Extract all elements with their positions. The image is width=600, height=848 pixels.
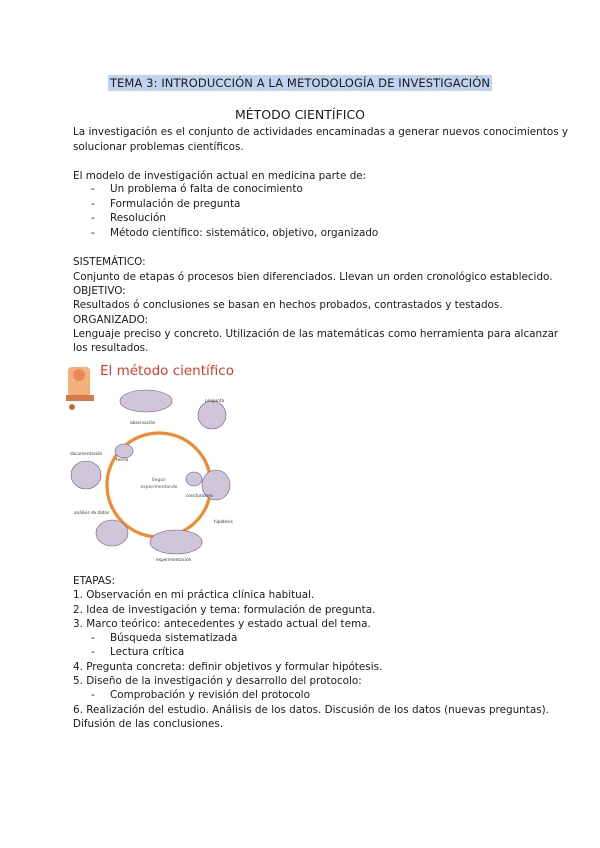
stage-label-teoria: teoría [116, 457, 129, 462]
stage-label-pregunta: pregunta [205, 398, 225, 403]
list-bullet: - [91, 632, 95, 644]
figure-title: El método científico [100, 363, 234, 379]
intro-line-2: solucionar problemas científicos. [73, 141, 244, 153]
stage-label-conclusiones: conclusiones [186, 493, 213, 498]
list-bullet: - [91, 212, 95, 224]
model-item: Un problema ó falta de conocimiento [110, 183, 303, 195]
etapa-item: 3. Marco teórico: antecedentes y estado actual del tema. [73, 618, 371, 630]
list-bullet: - [91, 183, 95, 195]
list-bullet: - [91, 198, 95, 210]
model-item: Formulación de pregunta [110, 198, 241, 210]
stage-label-documentacion: documentación [70, 451, 103, 456]
list-bullet: - [91, 646, 95, 658]
model-item: Método científico: sistemático, objetivo, organizado [110, 227, 379, 239]
sistematico-label: SISTEMÁTICO: [73, 256, 146, 268]
etapa-item-end: Difusión de las conclusiones. [73, 718, 224, 730]
list-bullet: - [91, 227, 95, 239]
sistematico-text: Conjunto de etapas ó procesos bien diferenciados. Llevan un orden cronológico establecido. [73, 271, 553, 283]
intro-line-1: La investigación es el conjunto de actividades encaminadas a generar nuevos conocimientos y [73, 126, 569, 138]
model-heading: El modelo de investigación actual en medicina parte de: [73, 170, 367, 182]
organizado-text-1: Lenguaje preciso y concreto. Utilización de las matemáticas como herramienta para alcanzar [73, 328, 559, 340]
stage-label-observacion: observación [130, 420, 156, 425]
etapa-subitem: Lectura crítica [110, 646, 185, 658]
etapa-item: 6. Realización del estudio. Análisis de los datos. Discusión de los datos (nuevas preguntas). [73, 704, 549, 716]
model-item: Resolución [110, 212, 166, 224]
section-title: MÉTODO CIENTÍFICO [234, 107, 366, 122]
title-wrapper [0, 72, 600, 91]
organizado-label: ORGANIZADO: [73, 314, 149, 326]
stage-label-hipotesis: hipótesis [214, 519, 233, 524]
etapa-item: 5. Diseño de la investigación y desarrollo del protocolo: [73, 675, 362, 687]
figure-background [64, 357, 239, 562]
center-label-1: Seguir [151, 478, 167, 483]
list-bullet: - [91, 689, 95, 701]
etapas-label: ETAPAS: [73, 575, 116, 587]
etapa-subitem: Comprobación y revisión del protocolo [110, 689, 310, 701]
etapa-subitem: Búsqueda sistematizada [110, 632, 238, 644]
organizado-text-2: los resultados. [73, 342, 149, 354]
objetivo-text: Resultados ó conclusiones se basan en hechos probados, contrastados y testados. [73, 299, 503, 311]
scientific-method-figure [64, 357, 239, 562]
stage-label-experimentacion: experimentación [156, 557, 192, 562]
objetivo-label: OBJETIVO: [73, 285, 126, 297]
center-label-2: experimentando [140, 485, 178, 490]
etapa-item: 4. Pregunta concreta: definir objetivos y formular hipótesis. [73, 661, 383, 673]
etapa-item: 2. Idea de investigación y tema: formulación de pregunta. [73, 604, 376, 616]
stage-label-analisis: análisis de datos [74, 510, 110, 515]
etapa-item: 1. Observación en mi práctica clínica habitual. [73, 589, 315, 601]
document-title: TEMA 3: INTRODUCCIÓN A LA METODOLOGÍA DE INVESTIGACIÓN [109, 76, 491, 90]
